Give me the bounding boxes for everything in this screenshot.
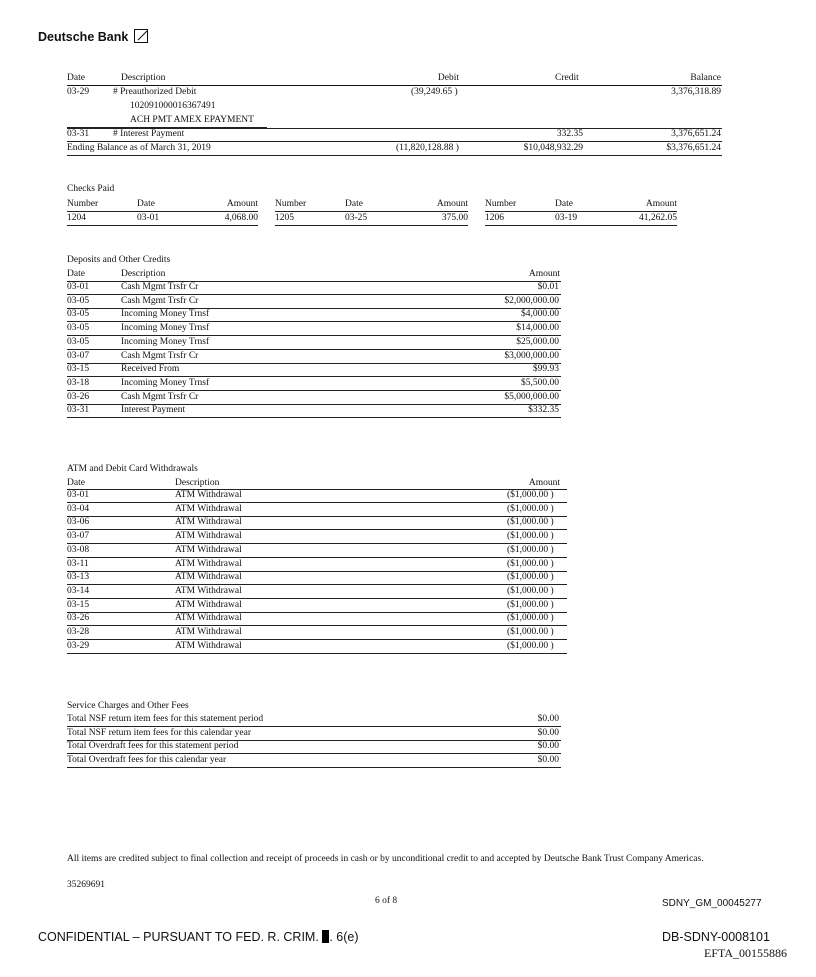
row-description: Cash Mgmt Trsfr Cr xyxy=(121,282,199,292)
row-amount: ($1,000.00 ) xyxy=(507,599,554,610)
row-description: Cash Mgmt Trsfr Cr xyxy=(121,350,199,361)
row-description: ATM Withdrawal xyxy=(175,640,242,651)
check-date: 03-19 xyxy=(555,213,578,223)
row-amount: ($1,000.00 ) xyxy=(507,627,554,637)
page-number: 6 of 8 xyxy=(375,896,398,906)
row-balance: 3,376,651.24 xyxy=(671,129,721,139)
row-amount: ($1,000.00 ) xyxy=(507,503,554,514)
row-date: 03-04 xyxy=(67,503,90,514)
bank-name: Deutsche Bank xyxy=(38,30,129,44)
row-description: ATM Withdrawal xyxy=(175,490,242,500)
row-description: ATM Withdrawal xyxy=(175,572,242,583)
row-amount: $25,000.00 xyxy=(516,336,559,347)
row-date: 03-14 xyxy=(67,585,90,596)
col-description-header: Description xyxy=(121,73,166,83)
row-date: 03-18 xyxy=(67,377,90,388)
section-title: ATM and Debit Card Withdrawals xyxy=(67,464,198,474)
bank-logo xyxy=(38,29,148,44)
account-reference: 35269691 xyxy=(67,880,105,890)
slash-box-icon xyxy=(134,29,148,43)
col-date-header: Date xyxy=(67,478,85,488)
row-date: 03-05 xyxy=(67,336,90,347)
ending-debit-total: (11,820,128.88 ) xyxy=(396,143,459,153)
row-date: 03-15 xyxy=(67,599,90,610)
row-amount: $5,000,000.00 xyxy=(504,391,559,402)
row-date: 03-05 xyxy=(67,309,90,320)
row-date: 03-29 xyxy=(67,87,90,97)
row-description: Cash Mgmt Trsfr Cr xyxy=(121,295,199,306)
row-date: 03-31 xyxy=(67,129,90,139)
row-date: 03-05 xyxy=(67,323,90,334)
row-amount: ($1,000.00 ) xyxy=(507,572,554,583)
row-description: ATM Withdrawal xyxy=(175,585,242,596)
col-amount-header: Amount xyxy=(436,199,468,209)
row-debit: (39,249.65 ) xyxy=(411,87,458,97)
row-date: 03-29 xyxy=(67,640,90,651)
row-description: Received From xyxy=(121,364,180,375)
check-amount: 4,068.00 xyxy=(224,213,258,223)
row-date: 03-26 xyxy=(67,391,90,402)
check-number: 1205 xyxy=(275,213,294,223)
row-date: 03-06 xyxy=(67,517,90,528)
row-amount: $14,000.00 xyxy=(516,323,559,334)
row-amount: ($1,000.00 ) xyxy=(507,517,554,528)
row-amount: $99.93 xyxy=(532,364,559,375)
col-credit-header: Credit xyxy=(555,73,579,83)
ending-balance-label: Ending Balance as of March 31, 2019 xyxy=(67,143,211,153)
fee-label: Total Overdraft fees for this calendar year xyxy=(67,755,227,766)
row-amount: ($1,000.00 ) xyxy=(507,544,554,555)
col-number-header: Number xyxy=(275,199,307,209)
row-amount: ($1,000.00 ) xyxy=(507,558,554,569)
check-amount: 41,262.05 xyxy=(639,213,677,223)
fee-amount: $0.00 xyxy=(537,755,559,766)
row-amount: ($1,000.00 ) xyxy=(507,531,554,542)
row-date: 03-07 xyxy=(67,350,90,361)
col-date-header: Date xyxy=(345,199,363,209)
fee-amount: $0.00 xyxy=(537,741,559,752)
col-balance-header: Balance xyxy=(690,73,721,83)
row-date: 03-31 xyxy=(67,405,90,416)
check-date: 03-01 xyxy=(137,213,160,223)
col-number-header: Number xyxy=(67,199,99,209)
col-amount-header: Amount xyxy=(645,199,677,209)
row-description: ATM Withdrawal xyxy=(175,531,242,542)
row-balance: 3,376,318.89 xyxy=(671,87,721,97)
row-description: Cash Mgmt Trsfr Cr xyxy=(121,391,199,402)
col-date-header: Date xyxy=(67,269,85,279)
ending-credit-total: $10,048,932.29 xyxy=(523,143,583,153)
fee-amount: $0.00 xyxy=(537,714,559,724)
row-date: 03-07 xyxy=(67,531,90,542)
row-date: 03-26 xyxy=(67,613,90,624)
check-date: 03-25 xyxy=(345,213,368,223)
disclaimer: All items are credited subject to final collection and receipt of proceeds in cash or by unconditional credit to and accepted by Deutsche Bank Trust Company Americas. xyxy=(67,854,704,864)
row-description: ATM Withdrawal xyxy=(175,558,242,569)
row-amount: ($1,000.00 ) xyxy=(507,613,554,624)
row-amount: $332.35 xyxy=(528,405,559,416)
bates-sdny: SDNY_GM_00045277 xyxy=(662,898,762,909)
row-description: Incoming Money Trnsf xyxy=(121,323,210,334)
row-detail: ACH PMT AMEX EPAYMENT xyxy=(130,115,254,125)
row-amount: $2,000,000.00 xyxy=(504,295,559,306)
section-title: Service Charges and Other Fees xyxy=(67,701,189,711)
confidential-prefix: CONFIDENTIAL – PURSUANT TO FED. R. CRIM. xyxy=(38,930,319,944)
row-description: ATM Withdrawal xyxy=(175,503,242,514)
confidential-suffix: . 6(e) xyxy=(329,930,359,944)
row-amount: $0.01 xyxy=(537,282,559,292)
row-description: Interest Payment xyxy=(121,405,186,416)
col-debit-header: Debit xyxy=(437,73,459,83)
row-description: ATM Withdrawal xyxy=(175,599,242,610)
col-date-header: Date xyxy=(555,199,573,209)
section-title: Deposits and Other Credits xyxy=(67,255,171,265)
row-description: ATM Withdrawal xyxy=(175,613,242,624)
row-description: Incoming Money Trnsf xyxy=(121,377,210,388)
row-description: Incoming Money Trnsf xyxy=(121,309,210,320)
check-number: 1204 xyxy=(67,213,86,223)
fee-amount: $0.00 xyxy=(537,727,559,738)
col-description-header: Description xyxy=(121,269,166,279)
row-date: 03-01 xyxy=(67,490,90,500)
fee-label: Total NSF return item fees for this statement period xyxy=(67,714,264,724)
row-description: # Interest Payment xyxy=(113,129,185,139)
row-date: 03-08 xyxy=(67,544,90,555)
row-amount: ($1,000.00 ) xyxy=(507,640,554,651)
row-date: 03-05 xyxy=(67,295,90,306)
row-credit: 332.35 xyxy=(556,129,583,139)
ending-balance-total: $3,376,651.24 xyxy=(666,143,721,153)
col-amount-header: Amount xyxy=(528,478,560,488)
col-amount-header: Amount xyxy=(226,199,258,209)
row-amount: $4,000.00 xyxy=(521,309,559,320)
check-number: 1206 xyxy=(485,213,504,223)
row-description: ATM Withdrawal xyxy=(175,544,242,555)
row-date: 03-01 xyxy=(67,282,90,292)
bates-db: DB-SDNY-0008101 xyxy=(662,930,770,944)
row-amount: ($1,000.00 ) xyxy=(507,490,554,500)
row-amount: ($1,000.00 ) xyxy=(507,585,554,596)
row-date: 03-13 xyxy=(67,572,90,583)
confidential-notice xyxy=(38,930,359,944)
row-description: Incoming Money Trnsf xyxy=(121,336,210,347)
row-date: 03-28 xyxy=(67,627,90,637)
row-amount: $3,000,000.00 xyxy=(504,350,559,361)
row-description: ATM Withdrawal xyxy=(175,517,242,528)
row-description: # Preauthorized Debit xyxy=(113,87,197,97)
col-amount-header: Amount xyxy=(528,269,560,279)
col-description-header: Description xyxy=(175,478,220,488)
section-title: Checks Paid xyxy=(67,184,115,194)
row-detail: 102091000016367491 xyxy=(130,101,216,111)
col-date-header: Date xyxy=(137,199,155,209)
fee-label: Total NSF return item fees for this calendar year xyxy=(67,727,251,738)
row-date: 03-11 xyxy=(67,558,89,569)
fee-label: Total Overdraft fees for this statement period xyxy=(67,741,239,752)
bates-efta: EFTA_00155886 xyxy=(704,946,788,960)
row-date: 03-15 xyxy=(67,364,90,375)
col-date-header: Date xyxy=(67,73,85,83)
check-amount: 375.00 xyxy=(441,213,468,223)
row-amount: $5,500.00 xyxy=(521,377,559,388)
col-number-header: Number xyxy=(485,199,517,209)
row-description: ATM Withdrawal xyxy=(175,627,242,637)
